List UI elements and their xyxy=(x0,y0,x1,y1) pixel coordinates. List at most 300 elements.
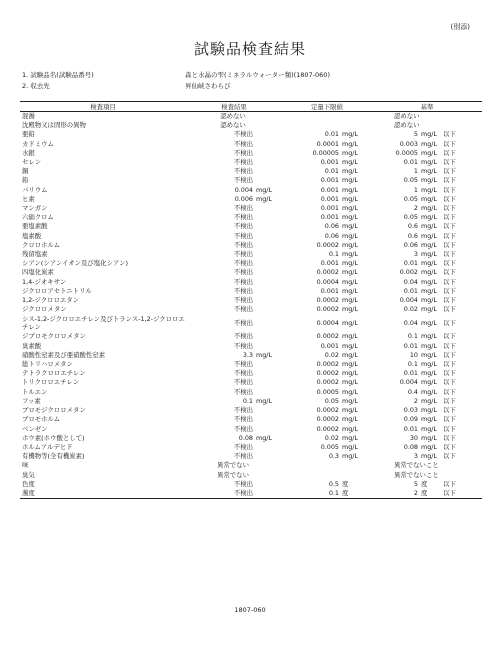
cell-result xyxy=(186,140,282,149)
result-value: 0.004 xyxy=(234,185,253,194)
standard-value: 0.04 xyxy=(403,319,418,328)
standard-value: 0.03 xyxy=(403,406,418,415)
standard-comparison: 以下 xyxy=(443,222,456,231)
standard-comparison: 以下 xyxy=(443,452,456,461)
table-row xyxy=(20,213,482,222)
table-row xyxy=(20,232,482,241)
cell-standard xyxy=(372,112,482,122)
result-value: 認めない xyxy=(220,121,246,130)
standard-value: 0.6 xyxy=(407,222,418,231)
limit-unit: mg/L xyxy=(342,319,358,328)
standard-unit: mg/L xyxy=(421,268,437,277)
standard-unit: mg/L xyxy=(421,296,437,305)
table-row xyxy=(20,259,482,268)
table-row xyxy=(20,186,482,195)
table-row xyxy=(20,241,482,250)
table-row xyxy=(20,176,482,185)
limit-value: 0.0002 xyxy=(316,369,339,378)
table-row xyxy=(20,140,482,149)
cell-limit xyxy=(282,167,372,176)
standard-value: 0.01 xyxy=(403,369,418,378)
cell-standard xyxy=(372,222,482,231)
limit-unit: mg/L xyxy=(342,268,358,277)
standard-comparison: 以下 xyxy=(443,424,456,433)
cell-result xyxy=(186,186,282,195)
standard-comparison: 以下 xyxy=(443,350,456,359)
result-value: 不検出 xyxy=(233,442,253,451)
cell-result xyxy=(186,360,282,369)
cell-result xyxy=(186,406,282,415)
cell-item: 有機物等(全有機炭素) xyxy=(22,452,85,461)
limit-unit: mg/L xyxy=(342,378,358,387)
cell-result xyxy=(186,167,282,176)
cell-standard xyxy=(372,461,482,470)
cell-standard xyxy=(372,213,482,222)
cell-result xyxy=(186,388,282,397)
table-row xyxy=(20,351,482,360)
cell-limit xyxy=(282,351,372,360)
result-value: 不検出 xyxy=(233,305,253,314)
cell-item: ホルムアルデヒド xyxy=(22,442,73,451)
standard-comparison: 以下 xyxy=(443,213,456,222)
standard-value: 2 xyxy=(413,488,418,497)
standard-comparison: 以下 xyxy=(443,396,456,405)
result-value: 不検出 xyxy=(233,360,253,369)
standard-unit: mg/L xyxy=(421,369,437,378)
limit-value: 0.001 xyxy=(320,204,339,213)
standard-text: 異常でないこと xyxy=(394,470,439,479)
cell-standard xyxy=(372,259,482,268)
cell-standard xyxy=(372,121,482,130)
result-value: 不検出 xyxy=(233,452,253,461)
standard-unit: mg/L xyxy=(421,424,437,433)
limit-value: 0.001 xyxy=(320,259,339,268)
cell-item: シアン(シアンイオン及び塩化シアン) xyxy=(22,259,128,268)
cell-limit xyxy=(282,232,372,241)
cell-result xyxy=(186,489,282,499)
cell-result xyxy=(186,287,282,296)
limit-value: 0.001 xyxy=(320,213,339,222)
standard-comparison: 以下 xyxy=(443,433,456,442)
standard-unit: mg/L xyxy=(421,378,437,387)
standard-value: 0.09 xyxy=(403,415,418,424)
standard-value: 5 xyxy=(413,130,418,139)
standard-unit: mg/L xyxy=(421,167,437,176)
standard-comparison: 以下 xyxy=(443,488,456,497)
cell-standard xyxy=(372,397,482,406)
cell-result xyxy=(186,149,282,158)
limit-unit: mg/L xyxy=(342,350,358,359)
cell-limit xyxy=(282,471,372,480)
standard-value: 0.1 xyxy=(407,332,418,341)
standard-comparison: 以下 xyxy=(443,185,456,194)
limit-value: 0.0004 xyxy=(316,277,339,286)
standard-comparison: 以下 xyxy=(443,369,456,378)
cell-item: ジクロロアセトニトリル xyxy=(22,286,92,295)
cell-result xyxy=(186,351,282,360)
info-value: 昇仙峡さわらび xyxy=(185,82,231,90)
cell-result xyxy=(186,378,282,387)
cell-result xyxy=(186,314,282,332)
standard-comparison: 以下 xyxy=(443,240,456,249)
cell-item: 1,2-ジクロロエタン xyxy=(22,296,80,305)
cell-item: 水銀 xyxy=(22,148,35,157)
cell-limit xyxy=(282,434,372,443)
table-row xyxy=(20,452,482,461)
cell-item: カドミウム xyxy=(22,139,54,148)
standard-comparison: 以下 xyxy=(443,139,456,148)
cell-item: 四塩化炭素 xyxy=(22,268,54,277)
cell-limit xyxy=(282,378,372,387)
standard-unit: mg/L xyxy=(421,194,437,203)
cell-result xyxy=(186,369,282,378)
cell-item: テトラクロロエチレン xyxy=(22,369,86,378)
table-row xyxy=(20,149,482,158)
limit-unit: 度 xyxy=(342,488,349,497)
standard-comparison: 以下 xyxy=(443,231,456,240)
standard-value: 0.002 xyxy=(399,268,418,277)
cell-result xyxy=(186,176,282,185)
standard-comparison: 以下 xyxy=(443,442,456,451)
cell-result xyxy=(186,332,282,341)
cell-item: マンガン xyxy=(22,204,48,213)
standard-unit: mg/L xyxy=(421,305,437,314)
header-result: 検査結果 xyxy=(186,102,282,112)
standard-value: 0.004 xyxy=(399,296,418,305)
cell-limit xyxy=(282,250,372,259)
result-value: 3.3 xyxy=(242,350,253,359)
standard-value: 0.01 xyxy=(403,341,418,350)
standard-comparison: 以下 xyxy=(443,360,456,369)
standard-unit: mg/L xyxy=(421,139,437,148)
cell-standard xyxy=(372,378,482,387)
limit-value: 0.001 xyxy=(320,158,339,167)
table-body xyxy=(20,112,482,499)
cell-limit xyxy=(282,149,372,158)
cell-result xyxy=(186,452,282,461)
table-row xyxy=(20,167,482,176)
cell-item: 硝酸性窒素及び亜硝酸性窒素 xyxy=(22,350,106,359)
limit-unit: mg/L xyxy=(342,139,358,148)
standard-value: 0.4 xyxy=(407,387,418,396)
cell-item: ホウ素(ホウ酸として) xyxy=(22,433,85,442)
result-value: 不検出 xyxy=(233,176,253,185)
result-value: 不検出 xyxy=(233,139,253,148)
cell-limit xyxy=(282,369,372,378)
table-header-row xyxy=(20,102,482,112)
standard-comparison: 以下 xyxy=(443,204,456,213)
cell-standard xyxy=(372,241,482,250)
limit-value: 0.02 xyxy=(324,433,339,442)
cell-result xyxy=(186,425,282,434)
cell-limit xyxy=(282,443,372,452)
limit-unit: mg/L xyxy=(342,130,358,139)
table-row xyxy=(20,378,482,387)
cell-limit xyxy=(282,287,372,296)
cell-item: 混濁 xyxy=(22,112,35,120)
standard-value: 0.1 xyxy=(407,360,418,369)
standard-comparison: 以下 xyxy=(443,286,456,295)
standard-unit: mg/L xyxy=(421,442,437,451)
limit-unit: mg/L xyxy=(342,424,358,433)
limit-unit: mg/L xyxy=(342,396,358,405)
header-item: 検査項目 xyxy=(20,102,186,112)
cell-standard xyxy=(372,278,482,287)
table-row xyxy=(20,112,482,122)
limit-unit: mg/L xyxy=(342,387,358,396)
result-value: 異常でない xyxy=(217,461,249,470)
standard-unit: mg/L xyxy=(421,213,437,222)
standard-value: 0.01 xyxy=(403,424,418,433)
limit-value: 0.0002 xyxy=(316,296,339,305)
standard-unit: 度 xyxy=(421,479,428,488)
standard-unit: mg/L xyxy=(421,222,437,231)
limit-unit: mg/L xyxy=(342,305,358,314)
cell-limit xyxy=(282,461,372,470)
limit-value: 0.1 xyxy=(328,488,339,497)
limit-unit: mg/L xyxy=(342,406,358,415)
limit-value: 0.0004 xyxy=(316,319,339,328)
result-unit: mg/L xyxy=(256,185,272,194)
cell-result xyxy=(186,121,282,130)
result-value: 不検出 xyxy=(233,378,253,387)
cell-limit xyxy=(282,204,372,213)
standard-value: 10 xyxy=(409,350,418,359)
cell-limit xyxy=(282,425,372,434)
cell-limit xyxy=(282,278,372,287)
result-value: 不検出 xyxy=(233,424,253,433)
standard-comparison: 以下 xyxy=(443,305,456,314)
result-unit: mg/L xyxy=(256,350,272,359)
standard-value: 0.6 xyxy=(407,231,418,240)
cell-limit xyxy=(282,314,372,332)
cell-limit xyxy=(282,268,372,277)
standard-comparison: 以下 xyxy=(443,130,456,139)
limit-unit: mg/L xyxy=(342,167,358,176)
cell-standard xyxy=(372,158,482,167)
limit-value: 0.0002 xyxy=(316,415,339,424)
cell-limit xyxy=(282,360,372,369)
standard-value: 1 xyxy=(413,185,418,194)
standard-unit: mg/L xyxy=(421,350,437,359)
cell-item: 六価クロム xyxy=(22,213,54,222)
result-value: 不検出 xyxy=(233,148,253,157)
cell-standard xyxy=(372,406,482,415)
result-value: 不検出 xyxy=(233,130,253,139)
cell-item: ジクロロメタン xyxy=(22,305,67,314)
standard-unit: mg/L xyxy=(421,341,437,350)
result-unit: mg/L xyxy=(256,396,272,405)
limit-unit: mg/L xyxy=(342,222,358,231)
result-value: 不検出 xyxy=(233,277,253,286)
standard-comparison: 以下 xyxy=(443,277,456,286)
cell-item: 残留塩素 xyxy=(22,250,48,259)
standard-unit: mg/L xyxy=(421,204,437,213)
cell-result xyxy=(186,232,282,241)
limit-unit: mg/L xyxy=(342,158,358,167)
table-row xyxy=(20,489,482,499)
cell-standard xyxy=(372,452,482,461)
attachment-note: (別添) xyxy=(450,23,470,31)
standard-value: 0.06 xyxy=(403,240,418,249)
header-standard: 基準 xyxy=(372,102,482,112)
cell-item: 臭素酸 xyxy=(22,341,42,350)
cell-result xyxy=(186,305,282,314)
limit-unit: mg/L xyxy=(342,240,358,249)
cell-limit xyxy=(282,112,372,122)
cell-standard xyxy=(372,140,482,149)
limit-value: 0.001 xyxy=(320,341,339,350)
info-label: 1. 試験品名(試験品番号) xyxy=(22,71,94,79)
result-value: 不検出 xyxy=(233,259,253,268)
cell-result xyxy=(186,222,282,231)
cell-standard xyxy=(372,250,482,259)
limit-unit: mg/L xyxy=(342,296,358,305)
standard-value: 0.02 xyxy=(403,305,418,314)
cell-item: フッ素 xyxy=(22,396,41,405)
standard-unit: mg/L xyxy=(421,332,437,341)
standard-value: 1 xyxy=(413,167,418,176)
standard-unit: mg/L xyxy=(421,231,437,240)
limit-value: 0.02 xyxy=(324,350,339,359)
standard-unit: mg/L xyxy=(421,452,437,461)
page-footer-number: 1807-060 xyxy=(234,606,266,614)
cell-item: 濁度 xyxy=(20,489,186,499)
result-value: 不検出 xyxy=(233,250,253,259)
cell-standard xyxy=(372,314,482,332)
cell-item: 塩素酸 xyxy=(22,231,42,240)
standard-value: 2 xyxy=(413,204,418,213)
cell-standard xyxy=(372,342,482,351)
result-value: 不検出 xyxy=(233,369,253,378)
cell-standard xyxy=(372,351,482,360)
cell-standard xyxy=(372,388,482,397)
table-row xyxy=(20,250,482,259)
limit-value: 0.0002 xyxy=(316,360,339,369)
table-row xyxy=(20,195,482,204)
limit-unit: mg/L xyxy=(342,194,358,203)
standard-value: 3 xyxy=(413,452,418,461)
standard-comparison: 以下 xyxy=(443,259,456,268)
cell-limit xyxy=(282,241,372,250)
limit-value: 0.001 xyxy=(320,194,339,203)
standard-comparison: 以下 xyxy=(443,250,456,259)
cell-result xyxy=(186,471,282,480)
standard-unit: mg/L xyxy=(421,158,437,167)
standard-comparison: 以下 xyxy=(443,341,456,350)
result-value: 不検出 xyxy=(233,488,253,497)
cell-item: 味 xyxy=(22,461,29,470)
cell-result xyxy=(186,250,282,259)
standard-value: 30 xyxy=(409,433,418,442)
limit-unit: mg/L xyxy=(342,176,358,185)
standard-comparison: 以下 xyxy=(443,296,456,305)
table-row xyxy=(20,314,482,332)
table-row xyxy=(20,204,482,213)
limit-value: 0.001 xyxy=(320,286,339,295)
cell-limit xyxy=(282,406,372,415)
standard-comparison: 以下 xyxy=(443,406,456,415)
limit-unit: mg/L xyxy=(342,231,358,240)
cell-limit xyxy=(282,342,372,351)
cell-limit xyxy=(282,130,372,139)
result-value: 異常でない xyxy=(217,470,249,479)
result-value: 0.1 xyxy=(242,396,253,405)
limit-unit: mg/L xyxy=(342,415,358,424)
cell-result xyxy=(186,259,282,268)
standard-unit: mg/L xyxy=(421,406,437,415)
standard-comparison: 以下 xyxy=(443,387,456,396)
info-label: 2. 収去先 xyxy=(22,82,50,90)
limit-unit: mg/L xyxy=(342,452,358,461)
standard-text: 認めない xyxy=(394,121,420,130)
result-value: 不検出 xyxy=(233,406,253,415)
cell-result xyxy=(186,278,282,287)
cell-result xyxy=(186,158,282,167)
cell-limit xyxy=(282,480,372,489)
cell-limit xyxy=(282,397,372,406)
standard-value: 0.05 xyxy=(403,213,418,222)
limit-unit: mg/L xyxy=(342,259,358,268)
result-value: 不検出 xyxy=(233,222,253,231)
cell-item: 銅 xyxy=(22,167,29,176)
cell-item: 亜塩素酸 xyxy=(22,222,48,231)
limit-unit: mg/L xyxy=(342,250,358,259)
cell-result xyxy=(186,415,282,424)
results-table xyxy=(20,101,482,499)
cell-limit xyxy=(282,195,372,204)
standard-value: 2 xyxy=(413,396,418,405)
limit-unit: mg/L xyxy=(342,360,358,369)
cell-limit xyxy=(282,176,372,185)
cell-standard xyxy=(372,443,482,452)
limit-value: 0.001 xyxy=(320,176,339,185)
result-unit: mg/L xyxy=(256,194,272,203)
cell-limit xyxy=(282,121,372,130)
cell-standard xyxy=(372,195,482,204)
cell-item: ベンゼン xyxy=(22,424,48,433)
limit-value: 0.0001 xyxy=(316,139,339,148)
limit-value: 0.0002 xyxy=(316,378,339,387)
cell-standard xyxy=(372,415,482,424)
standard-unit: mg/L xyxy=(421,286,437,295)
standard-text: 認めない xyxy=(394,112,420,120)
limit-value: 0.0002 xyxy=(316,268,339,277)
cell-result xyxy=(186,397,282,406)
result-value: 不検出 xyxy=(233,240,253,249)
limit-value: 0.00005 xyxy=(312,148,339,157)
standard-value: 0.01 xyxy=(403,259,418,268)
result-value: 不検出 xyxy=(233,319,253,328)
cell-limit xyxy=(282,186,372,195)
cell-standard xyxy=(372,425,482,434)
limit-value: 0.06 xyxy=(324,231,339,240)
cell-result xyxy=(186,434,282,443)
cell-standard xyxy=(372,130,482,139)
standard-unit: mg/L xyxy=(421,277,437,286)
result-value: 不検出 xyxy=(233,479,253,488)
limit-value: 0.0002 xyxy=(316,406,339,415)
standard-unit: mg/L xyxy=(421,148,437,157)
result-value: 0.006 xyxy=(234,194,253,203)
table-row xyxy=(20,222,482,231)
result-value: 不検出 xyxy=(233,213,253,222)
table-row xyxy=(20,121,482,130)
standard-comparison: 以下 xyxy=(443,148,456,157)
table-row xyxy=(20,406,482,415)
cell-result xyxy=(186,241,282,250)
standard-value: 0.08 xyxy=(403,442,418,451)
